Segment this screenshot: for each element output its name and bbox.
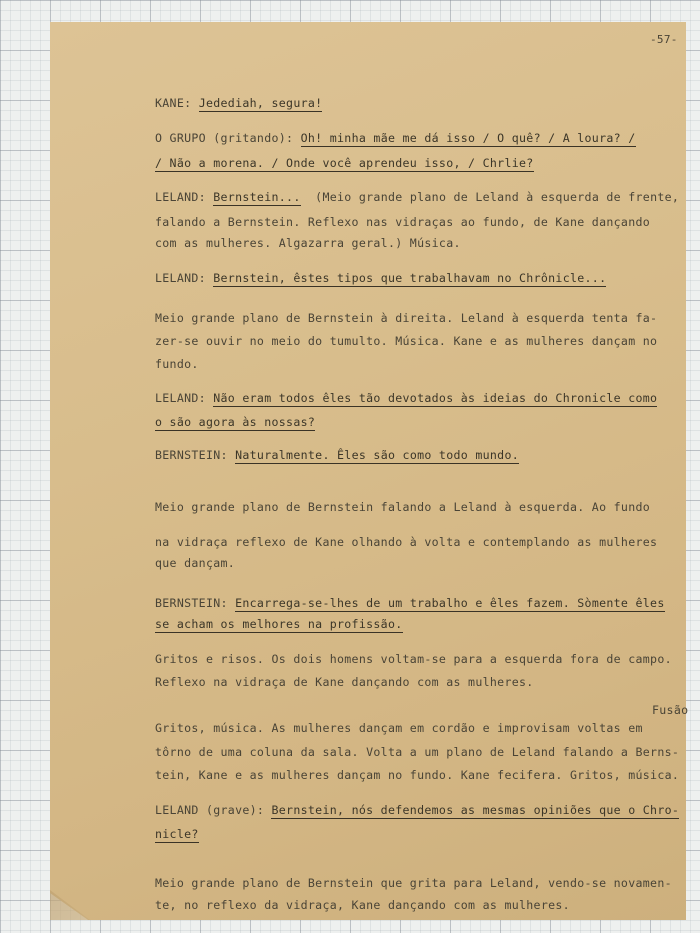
dialogue-line <box>155 448 519 462</box>
dialogue-line <box>155 803 679 817</box>
stage-direction-line: Reflexo na vidraça de Kane dançando com as mulheres. <box>155 675 534 689</box>
dialogue-text: se acham os melhores na profissão. <box>155 617 403 631</box>
stage-direction-line: zer-se ouvir no meio do tumulto. Música. Kane e as mulheres dançam no <box>155 334 658 348</box>
stage-direction-line: Gritos e risos. Os dois homens voltam-se para a esquerda fora de campo. <box>155 652 672 666</box>
dialogue-line <box>155 131 636 145</box>
stage-direction-line: falando a Bernstein. Reflexo nas vidraças ao fundo, de Kane dançando <box>155 215 651 229</box>
speaker: KANE: <box>155 96 192 110</box>
stage-direction-line: Meio grande plano de Bernstein falando a Leland à esquerda. Ao fundo <box>155 500 651 514</box>
dialogue-text: Jedediah, segura! <box>198 96 323 110</box>
dialogue-text: Bernstein, nós defendemos as mesmas opiniões que o Chro- <box>271 803 680 817</box>
stage-direction-line: tôrno de uma coluna da sala. Volta a um plano de Leland falando a Berns- <box>155 745 680 759</box>
dialogue-text: Oh! minha mãe me dá isso / O quê? / A loura? / <box>300 131 636 145</box>
dialogue-line <box>155 96 322 110</box>
speaker: LELAND: <box>155 190 206 204</box>
dialogue-line <box>155 156 534 170</box>
page-number: -57- <box>650 33 678 46</box>
dialogue-text: o são agora às nossas? <box>155 415 316 429</box>
dialogue-text: Encarrega-se-lhes de um trabalho e êles fazem. Sòmente êles <box>235 596 665 610</box>
dialogue-line <box>155 190 679 204</box>
dialogue-text: Bernstein... <box>213 190 301 204</box>
dialogue-line <box>155 617 403 631</box>
dialogue-line <box>155 271 606 285</box>
stage-direction-line: tein, Kane e as mulheres dançam no fundo. Kane fecifera. Gritos, música. <box>155 768 680 782</box>
stage-direction-line: te, no reflexo da vidraça, Kane dançando com as mulheres. <box>155 898 570 912</box>
transition-label: Fusão <box>652 703 689 717</box>
stage-direction-line: com as mulheres. Algazarra geral.) Música. <box>155 236 461 250</box>
speaker: BERNSTEIN: <box>155 596 228 610</box>
dialogue-text: Não eram todos êles tão devotados às ideias do Chronicle como <box>213 391 658 405</box>
stage-direction-line: fundo. <box>155 357 199 371</box>
dialogue-text: nicle? <box>155 827 199 841</box>
stage-direction-line: que dançam. <box>155 556 236 570</box>
stage-direction-line: Gritos, música. As mulheres dançam em cordão e improvisam voltas em <box>155 721 643 735</box>
dialogue-text: Bernstein, êstes tipos que trabalhavam no Chrônicle... <box>213 271 607 285</box>
stage-direction-line: Meio grande plano de Bernstein à direita. Leland à esquerda tenta fa- <box>155 311 658 325</box>
dialogue-line <box>155 391 657 405</box>
dialogue-line <box>155 415 315 429</box>
dialogue-text: Naturalmente. Êles são como todo mundo. <box>235 448 520 462</box>
stage-direction-line: na vidraça reflexo de Kane olhando à volta e contemplando as mulheres <box>155 535 658 549</box>
dialogue-line <box>155 827 199 841</box>
dialogue-text: / Não a morena. / Onde você aprendeu isso, / Chrlie? <box>155 156 534 170</box>
stage-direction: (Meio grande plano de Leland à esquerda de frente, <box>300 190 680 204</box>
speaker: LELAND (grave): <box>155 803 265 817</box>
speaker: BERNSTEIN: <box>155 448 228 462</box>
dialogue-line <box>155 596 665 610</box>
speaker: O GRUPO (gritando): <box>155 131 294 145</box>
stage-direction-line: Meio grande plano de Bernstein que grita para Leland, vendo-se novamen- <box>155 876 672 890</box>
speaker: LELAND: <box>155 271 206 285</box>
speaker: LELAND: <box>155 391 206 405</box>
